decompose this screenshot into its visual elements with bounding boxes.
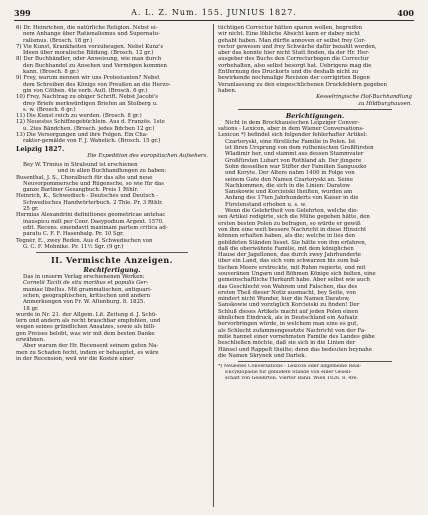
publisher-signature: Kesselringische Hof-Buchhandlung [316, 94, 412, 101]
text-line: vorbehalten, also selbst besorgt hat. Uebrigens mag die [218, 62, 372, 69]
page-number-left: 399 [14, 8, 31, 18]
text-line: Das in unserm Verlag erschienenen Werken: [23, 274, 145, 281]
subsection-heading: Rechtfertigung. [83, 266, 141, 275]
footnote-line: schaft von Gelehrten. Vierter Band. Wien 1826. 8. 4re. [225, 375, 358, 381]
text-line: beschließen möchte, daß sie sich in die Linien der [218, 340, 356, 347]
text-line: edit. Recens. emendavit maximam partem critica ad- [23, 224, 168, 231]
text-line: ralismus. (Brosch. 18 gr.) [23, 37, 93, 44]
text-line: Großfürsten Lubart von Rothland ab. Der jüngere [225, 157, 362, 164]
text-line: gin von Cöthen. 4te verb. Aufl. (Brosch. 6 gr.) [23, 87, 148, 94]
text-line: wurde in Nr. 21. der Allgem. Lit. Zeitung d. J. Schü- [16, 311, 158, 318]
text-line: ausgeber des Buchs den Correcturbogen die Correctur [218, 56, 369, 63]
text-line: seinem Gute den Namen Czartoryski an. Seine [225, 176, 353, 183]
text-line: rakter-gemälde von F. J. Wahelich. (Brosch. 15 gr.) [23, 138, 161, 145]
text-line: 12) Neuestes Schiffzegebüchlein. Aus d. Französ. 1ste [16, 119, 165, 126]
right-column [218, 25, 412, 509]
page-number-right: 400 [397, 8, 414, 18]
text-line: lern und andern als recht brauchbar empfohlen, und [16, 318, 161, 325]
text-line: gemeinschaftliche Herkunft habe. Aber selbst wie auch [218, 277, 370, 284]
text-line: über ein Land, das sich vom schwarzen bis zum bal- [218, 258, 361, 265]
text-line: 6) Dr. Heinrichen, die natürliche Religion. Nebst ei- [16, 25, 158, 31]
text-line: können erhalten haben, als die; welche in lies den [218, 233, 356, 240]
text-line: Sohn desselben war Stifter der Familien Sanguszko [225, 163, 367, 170]
text-line: Tegnér, E., zwey Reden. Aus d. Schwedischen von [16, 237, 153, 244]
text-line: Wenn die Gelehrtheit von Gelehrten, welche die- [225, 208, 359, 215]
text-line: bewirkende nochmalige Revision der corrigirten Bogen [218, 75, 370, 82]
page-header [14, 6, 414, 20]
publisher-location: zu Hildburghausen. [358, 100, 412, 107]
dateline: Leipzig 1827. [16, 144, 65, 153]
text-line: 11) Die Kunst reich zu werden. (Brosch. 8 gr.) [16, 113, 142, 120]
text-line: und Koryte. Der Ältere nahm 1400 in Folge von [225, 170, 355, 177]
text-line: Anfang des 17ten Jahrhunderts von Kaiser in die [225, 195, 359, 202]
header-rule [14, 20, 414, 21]
text-line: das Geschlecht von Wahrem und Falschen, das des [218, 283, 358, 290]
text-line: Veranlassung zu den eingeschlichenen Druckfehlern gegeben [218, 81, 387, 88]
text-line: Sanskowie und Korcieiski theilten, wurden am [225, 189, 353, 196]
page-title: A. L. Z. Num. 155. JUNIUS 1827. [131, 8, 297, 17]
text-line: Anmerkungen von Fr. W. Altenburg. 8. 1825. [23, 299, 146, 306]
section-heading: II. Vermischte Anzeigen. [50, 255, 174, 266]
text-line: Fürstenstand erhoben u. s. w. [225, 201, 307, 208]
text-line: ist ihren Ursprung von dem ruthenischen Großfürsten [225, 145, 374, 152]
text-line: und in allen Buchhandlungen zu haben: [57, 168, 167, 175]
text-line: ersten besten Polen zu befragen, so würde er gewiß [218, 220, 361, 227]
text-line: wir nicht. Eine löbliche Absicht kann er dabey nicht [218, 31, 360, 38]
text-line: Schwedisches Handwörterbuch. 2 Thle. Pr. 3 Rthlr. [23, 199, 163, 206]
text-line: Hause der Jagellonen, das durch zwey Jahrhunderte [218, 252, 361, 259]
text-line: Schluß dieses Artikels macht auf jeden Polen einen [218, 308, 359, 315]
column-divider [213, 24, 214, 507]
text-line: milie hannet einer vornehmsten Familie des Landes gäbe [218, 333, 375, 340]
text-line: Lexicon *) befindet sich folgender fehlerhafter Artikel: [218, 132, 368, 139]
text-line: in der Recension, weil wir die Kosten einer [16, 355, 134, 362]
text-line: Czartoryski, eine fürstliche Familie in Polen. Ist [225, 138, 356, 145]
footnote-line: Encyklopädie für gebildete Stände von einer Gesell- [225, 369, 352, 375]
text-line: dem Schreiben des Königs von Preußen an die Herzo- [23, 81, 171, 88]
section-heading: Berichtigungen. [285, 111, 345, 120]
text-line: Nicht in dem Brockhausischen Leipziger Conver- [225, 119, 360, 126]
text-line: ganze Barliner Gesangbuch. Preis 1 Rthlr. [23, 187, 139, 194]
footnote-rule [238, 361, 392, 362]
text-line: Ideen über moralische Bildung. (Brosch. 12 gr.) [23, 50, 154, 57]
text-line: ersten Theil dieser Notiz ausmacht, bey Seite, von [218, 289, 356, 296]
text-line: men zu Schaden fecht, indem er behauptet, es wäre [16, 349, 159, 356]
text-line: Bey W. Trinius in Stralsund ist erschienen [23, 161, 138, 168]
text-line: haben. [218, 87, 237, 94]
text-line: kann. (Brosch. 8 gr.) [23, 69, 79, 76]
text-line: von ihm eine weit bessere Nachricht in diese Hinsicht [218, 226, 367, 233]
text-line: Hänsel und Rappelt theilte; denn das bedeuten beynahe [218, 346, 372, 353]
text-line: daß die oberwähnte Familie, mit dem königlichen [218, 245, 354, 252]
text-line: G. C. F. Mohnike. Pr. 11½ Sgr. (9 gr.) [23, 243, 124, 250]
text-line: souveränen Ungarn und Böhmen Könige sich bolten, eine [218, 270, 376, 277]
text-line: 18 gr. [23, 305, 39, 312]
text-line: aber das konnte hier nicht Statt finden, da der Hr. Her- [218, 50, 370, 57]
text-line: schen, geographischen, kritischen und andern [23, 292, 151, 299]
text-line: Wladimir her, und stammt aus dessen Stammvater [225, 151, 364, 158]
section-rule [238, 109, 392, 110]
text-line: Busenthal, J. S., Choralbuch für das alte und neue [16, 174, 153, 181]
footnote-line: *) Neuestes Conversations - Lexicon oder allgemeine Real- [218, 364, 362, 370]
text-line: 8) Der Buchhändler, oder Anweisung, wie man durch [16, 56, 162, 63]
text-line: 10) Frey, Nachtrag zu obiger Schrift. Nebst Jacobi's [16, 94, 158, 101]
text-line: wegen seines gründlichen Ansatzes, sowie als billi- [16, 324, 156, 331]
text-line: 13) Die Versorgungen und ihre Folgen. Ein Cha- [16, 132, 148, 139]
text-line: den Buchhandel zu Ansehen und Vermögen kommen [23, 62, 168, 69]
text-line: maniae libellus. Mit grammatischen, antiquari- [23, 286, 152, 293]
text-line: paratu C. F. F. Hasenbalg. Pr. 10 Sgr. [23, 231, 124, 238]
text-line: Neuvorpommersche und Rügensche, so wie für das [23, 180, 164, 187]
section-rule [36, 252, 188, 253]
text-line: ähnlichen Eindruck, als in Deutschland ein Aufsatz [218, 315, 358, 322]
text-line: Heinrich, K., Schwedisch - Deutsches und Deutsch - [16, 193, 159, 200]
text-line: mindert nicht Wunder, hier die Namen Daratow, [218, 296, 350, 303]
text-line: sen Artikel redigirte, sich die Mühe gegeben hätte, den [218, 214, 370, 221]
text-line: tüchtigen Correctur hätten sparen wollen, begreifen [218, 25, 362, 31]
text-line: gebildeten Ständen lieset. Sie hätte von ihm erfahren, [218, 239, 367, 246]
text-line: Sanskowie und vorzüglich Korcieiski zu finden! Der [218, 302, 360, 309]
text-line: s. w. (Brosch. 6 gr.) [23, 106, 76, 113]
signature: Die Expedition des europäischen Aufsehers. [87, 152, 208, 159]
text-line: die Namen Skrynek und Dartek. [218, 352, 307, 359]
left-column [16, 25, 208, 509]
text-line: als Schlecht zufammengesetzte Nachricht von der Fa- [218, 327, 366, 334]
text-line: 7) Vie Kunst, Krankheiten vorzubeugen. Nebst Kunz's [16, 43, 164, 50]
text-line: rector gewesen und frey Schwäche dafür bezahlt worden, [218, 43, 377, 50]
text-line: Cornelii Taciti de situ moribus et populis Ger- [23, 280, 148, 287]
text-line: Hermias Alexandrini definitiones geometricae antehac [16, 212, 166, 219]
text-line: Entfernung des Druckorts und die deshalb nicht zu [218, 69, 359, 76]
text-line: gen Preises belobt, was wir mit dem besten Danke [16, 330, 155, 337]
text-line: hervorbringen würde, in welchem man eine es gut, [218, 321, 359, 328]
text-line: tischen Meere erstreckte, mit Ruhm regierte, und mit [218, 264, 366, 271]
text-line: drey Briefe merkwürdigen Briefen an Stolberg u. [23, 100, 158, 107]
text-line: sations - Lexicon, aber in dem Wiener Conversations- [218, 126, 364, 133]
text-line: inauspicu milt per Conr. Dasypodium Argent. 1570. [23, 218, 164, 225]
text-line: gehabt haben. Man dürfte annoven er selbst frey Cor- [218, 37, 366, 44]
text-line: u. 2tes Bändchen. (Brosch. jedes Bdchen 12 gr.) [23, 125, 155, 132]
text-line: Aber warum der Hr. Recensent seinem guten Na- [23, 343, 159, 350]
text-line: 25 gr. [23, 206, 39, 213]
text-line: erwähnen. [16, 337, 45, 344]
text-line: Nachkommen, die sich in die Linien: Daratow [225, 182, 351, 189]
text-line: 9) Frey, warum nennen wir uns Protestanten? Nebst [16, 75, 160, 82]
text-line: nem Anhange über Rationalismus und Supernatu- [23, 31, 160, 38]
